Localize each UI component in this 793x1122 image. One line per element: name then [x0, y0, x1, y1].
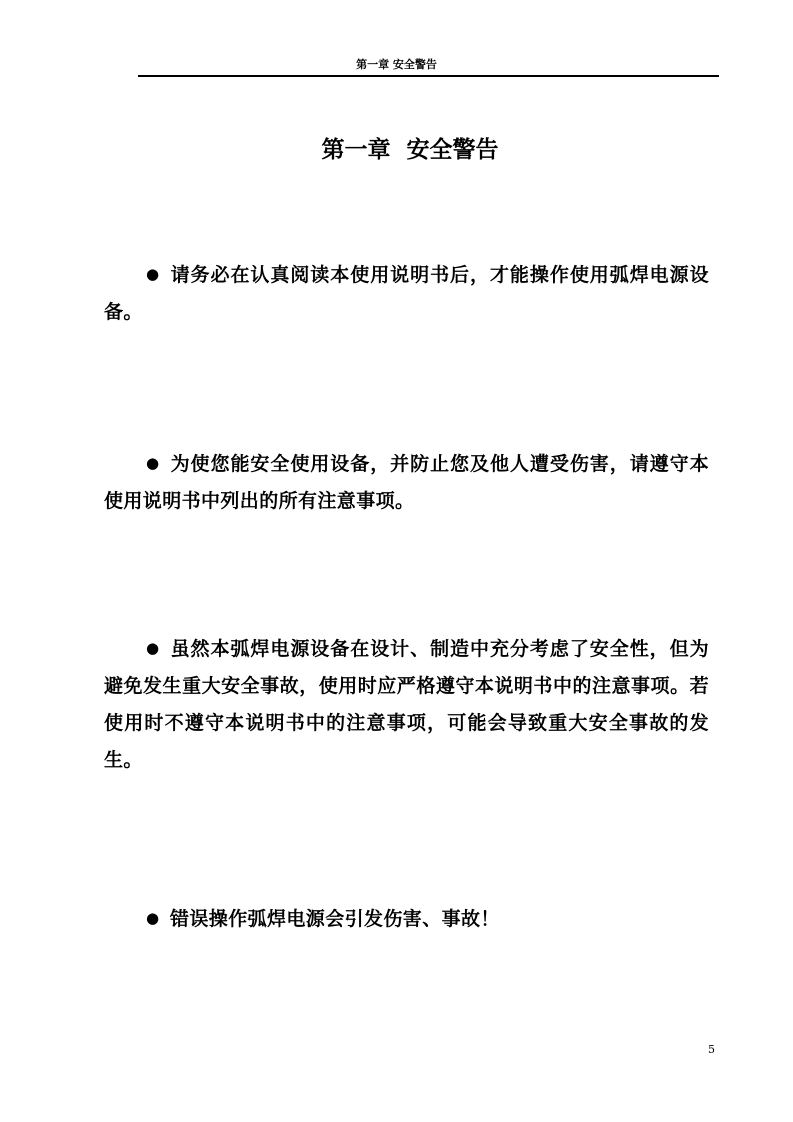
running-header: 第一章 安全警告 [356, 58, 437, 71]
bullet-icon: ● [146, 265, 160, 283]
warning-text-2: 为使您能安全使用设备，并防止您及他人遭受伤害，请遵守本使用说明书中列出的所有注意事项。 [104, 453, 709, 512]
warning-paragraph-2 [104, 445, 709, 520]
bullet-icon: ● [146, 909, 160, 927]
page-number: 5 [708, 1043, 715, 1056]
warning-text-4: 错误操作弧焊电源会引发伤害、事故！ [170, 908, 500, 930]
bullet-icon: ● [146, 454, 160, 472]
chapter-title: 第一章 安全警告 [321, 137, 499, 163]
warning-paragraph-4 [104, 900, 709, 938]
warning-paragraph-1 [104, 256, 709, 331]
warning-text-3: 虽然本弧焊电源设备在设计、制造中充分考虑了安全性，但为避免发生重大安全事故，使用时应严格遵守本说明书中的注意事项。若使用时不遵守本说明书中的注意事项，可能会导致重大安全事故的发生。 [104, 638, 709, 771]
warning-paragraph-3 [104, 630, 709, 779]
bullet-icon: ● [146, 639, 160, 657]
header-rule [138, 75, 719, 77]
warning-text-1: 请务必在认真阅读本使用说明书后，才能操作使用弧焊电源设备。 [104, 264, 709, 323]
